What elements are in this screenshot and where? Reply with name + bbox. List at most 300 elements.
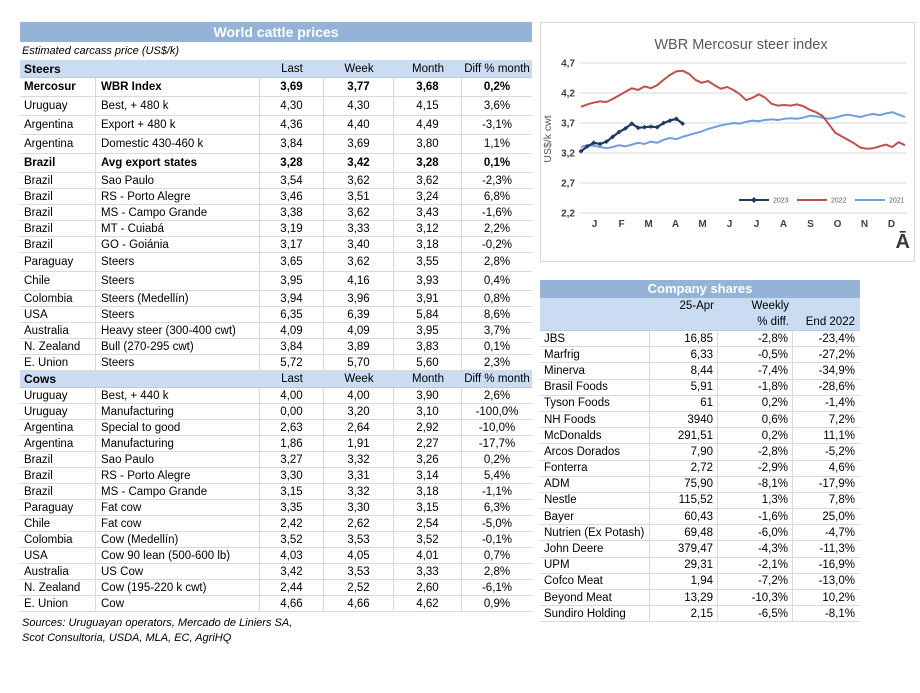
cell-week: 3,53 <box>324 532 394 547</box>
cell-company-name: Arcos Dorados <box>540 444 650 459</box>
cell-week: 3,42 <box>324 154 394 172</box>
y-tick-label: 4,2 <box>561 88 575 100</box>
table-row <box>20 253 532 272</box>
cell-country: Brazil <box>20 468 96 483</box>
cell-week: 3,62 <box>324 205 394 220</box>
cell-country: Brazil <box>20 237 96 252</box>
cell-week: 3,96 <box>324 291 394 306</box>
cell-diff-pct-month: -0,1% <box>481 533 513 546</box>
cell-description: RS - Porto Alegre <box>96 468 260 483</box>
cell-month: 3,55 <box>394 253 462 271</box>
cell-price: 75,90 <box>650 477 718 492</box>
cell-price: 1,94 <box>650 574 718 589</box>
cell-last: 3,84 <box>260 135 324 153</box>
cell-diff-pct-month: 2,2% <box>483 222 511 235</box>
column-header: Week <box>344 62 374 75</box>
column-header: Last <box>281 62 303 75</box>
cell-description: MT - Cuiabá <box>96 221 260 236</box>
cell-weekly-diff: 0,2% <box>718 428 793 443</box>
company-row <box>540 396 860 412</box>
cell-country: Argentina <box>20 135 96 153</box>
cell-diff-pct-month: 1,1% <box>483 138 511 150</box>
cell-week: 4,40 <box>324 116 394 134</box>
cell-country: Argentina <box>20 420 96 435</box>
table-row <box>20 78 532 97</box>
cell-weekly-diff: 0,2% <box>718 396 793 411</box>
cell-diff-pct-month: 2,6% <box>483 389 511 402</box>
cell-month: 3,15 <box>394 500 462 515</box>
section-header-row <box>20 60 532 78</box>
table-row <box>20 135 532 154</box>
table-row <box>20 272 532 291</box>
cell-week: 3,33 <box>324 221 394 236</box>
x-month-label: J <box>726 219 733 230</box>
cell-diff-pct-month: -3,1% <box>481 119 513 131</box>
cell-month: 2,92 <box>394 420 462 435</box>
cell-weekly-diff: -10,3% <box>718 590 793 605</box>
cell-month: 3,43 <box>394 205 462 220</box>
table-row <box>20 580 532 596</box>
cell-end-2022: -17,9% <box>818 478 855 491</box>
cell-weekly-diff: -7,4% <box>718 363 793 378</box>
cell-week: 3,51 <box>324 189 394 204</box>
cell-month: 3,10 <box>394 404 462 419</box>
cell-end-2022: -11,3% <box>819 543 855 556</box>
cell-week: 3,40 <box>324 237 394 252</box>
cell-price: 2,72 <box>650 461 718 476</box>
company-row <box>540 331 860 347</box>
cell-description: Fat cow <box>96 516 260 531</box>
cell-month: 3,68 <box>394 78 462 96</box>
cell-company-name: JBS <box>540 331 650 346</box>
cell-diff-pct-month: -10,0% <box>478 421 516 434</box>
x-month-label: A <box>671 219 680 230</box>
cell-week: 4,00 <box>324 388 394 403</box>
legend-label-2021: 2021 <box>889 197 905 205</box>
cell-diff-pct-month: 0,2% <box>483 453 511 466</box>
cell-month: 3,83 <box>394 339 462 354</box>
cell-country: Brazil <box>20 205 96 220</box>
x-month-label: O <box>833 219 842 230</box>
cell-weekly-diff: -0,5% <box>718 347 793 362</box>
table-row <box>20 468 532 484</box>
cell-diff-pct-month: 0,7% <box>483 549 511 562</box>
cell-last: 3,95 <box>260 272 324 290</box>
data-point-marker <box>648 124 653 129</box>
column-header: Diff % month <box>464 373 530 385</box>
cell-company-name: Sundiro Holding <box>540 606 650 621</box>
cell-week: 4,05 <box>324 548 394 563</box>
cell-week: 4,09 <box>324 323 394 338</box>
cell-description: Bull (270-295 cwt) <box>96 339 260 354</box>
cell-country: Chile <box>20 516 96 531</box>
cell-month: 2,54 <box>394 516 462 531</box>
company-row <box>540 590 860 606</box>
cell-end-2022: -5,2% <box>824 445 855 458</box>
series-line-2021 <box>581 112 905 148</box>
cell-diff-pct-month: 0,1% <box>483 157 511 169</box>
cell-price: 69,48 <box>650 525 718 540</box>
cell-last: 3,27 <box>260 452 324 467</box>
y-axis-label: US$/k cwt <box>542 115 554 163</box>
cell-last: 4,09 <box>260 323 324 338</box>
column-header: Month <box>412 62 444 75</box>
cell-last: 4,00 <box>260 388 324 403</box>
cell-description: Steers <box>96 272 260 290</box>
cell-month: 3,62 <box>394 173 462 188</box>
table-row <box>20 532 532 548</box>
table-row <box>20 548 532 564</box>
cell-price: 5,91 <box>650 380 718 395</box>
cell-week: 3,53 <box>324 564 394 579</box>
cell-month: 3,33 <box>394 564 462 579</box>
data-point-marker <box>751 197 757 203</box>
section-header-row <box>20 371 532 388</box>
cell-diff-pct-month: 0,9% <box>483 597 511 610</box>
cell-description: Manufacturing <box>96 404 260 419</box>
company-row <box>540 525 860 541</box>
cell-price: 61 <box>650 396 718 411</box>
company-shares-table <box>540 280 860 622</box>
cell-description: Manufacturing <box>96 436 260 451</box>
cell-country: Brazil <box>20 221 96 236</box>
cell-last: 2,44 <box>260 580 324 595</box>
cell-company-name: Nutrien (Ex Potash) <box>540 525 650 540</box>
cell-month: 3,18 <box>394 484 462 499</box>
cell-price: 29,31 <box>650 558 718 573</box>
cell-weekly-diff: -2,8% <box>718 444 793 459</box>
cell-company-name: Fonterra <box>540 461 650 476</box>
cell-company-name: UPM <box>540 558 650 573</box>
cell-weekly-diff: -6,0% <box>718 525 793 540</box>
cell-price: 2,15 <box>650 606 718 621</box>
cell-country: Paraguay <box>20 253 96 271</box>
cell-week: 5,70 <box>324 355 394 370</box>
cell-diff-pct-month: 5,4% <box>483 469 511 482</box>
cell-country: Brazil <box>20 189 96 204</box>
cell-country: Argentina <box>20 116 96 134</box>
cell-week: 3,32 <box>324 484 394 499</box>
data-point-marker <box>642 125 647 130</box>
table-row <box>20 307 532 323</box>
cell-last: 2,63 <box>260 420 324 435</box>
cell-country: Australia <box>20 323 96 338</box>
cell-country: Uruguay <box>20 388 96 403</box>
cell-month: 3,90 <box>394 388 462 403</box>
cell-month: 3,14 <box>394 468 462 483</box>
cell-country: E. Union <box>20 355 96 370</box>
column-header-date: 25-Apr <box>679 300 714 312</box>
cell-country: Chile <box>20 272 96 290</box>
table-row <box>20 355 532 371</box>
series-line-2022 <box>581 71 905 149</box>
table-row <box>20 205 532 221</box>
cell-company-name: John Deere <box>540 541 650 556</box>
cell-description: Fat cow <box>96 500 260 515</box>
table-row <box>20 339 532 355</box>
cell-last: 3,35 <box>260 500 324 515</box>
company-row <box>540 412 860 428</box>
cell-week: 4,66 <box>324 596 394 611</box>
cell-week: 6,39 <box>324 307 394 322</box>
cell-country: Brazil <box>20 173 96 188</box>
cell-month: 2,60 <box>394 580 462 595</box>
table-row <box>20 97 532 116</box>
cell-description: MS - Campo Grande <box>96 484 260 499</box>
cell-price: 8,44 <box>650 363 718 378</box>
world-cattle-prices-title: World cattle prices <box>20 22 532 42</box>
cell-country: Australia <box>20 564 96 579</box>
cell-end-2022: -4,7% <box>824 526 855 539</box>
cell-description: Steers (Medellín) <box>96 291 260 306</box>
cell-end-2022: -8,1% <box>824 607 855 620</box>
column-header: Week <box>344 373 374 385</box>
cell-last: 3,69 <box>260 78 324 96</box>
table-row <box>20 404 532 420</box>
column-header: Last <box>281 373 303 385</box>
cell-month: 3,91 <box>394 291 462 306</box>
cell-diff-pct-month: 0,2% <box>483 81 511 93</box>
table-row <box>20 291 532 307</box>
cell-description: RS - Porto Alegre <box>96 189 260 204</box>
table-row <box>20 484 532 500</box>
company-row <box>540 558 860 574</box>
column-header-pct-diff: % diff. <box>757 316 789 328</box>
company-row <box>540 347 860 363</box>
x-month-label: F <box>618 219 625 230</box>
cell-description: MS - Campo Grande <box>96 205 260 220</box>
cell-price: 291,51 <box>650 428 718 443</box>
cell-last: 3,52 <box>260 532 324 547</box>
company-row <box>540 574 860 590</box>
cell-month: 3,95 <box>394 323 462 338</box>
cell-week: 3,62 <box>324 253 394 271</box>
cell-diff-pct-month: 2,8% <box>483 256 511 268</box>
cell-weekly-diff: 0,6% <box>718 412 793 427</box>
cell-weekly-diff: -1,6% <box>718 509 793 524</box>
company-row <box>540 606 860 622</box>
company-shares-rows <box>540 331 860 622</box>
cell-week: 3,69 <box>324 135 394 153</box>
cell-month: 4,49 <box>394 116 462 134</box>
cell-last: 4,30 <box>260 97 324 115</box>
table-row <box>20 388 532 404</box>
legend-label-2022: 2022 <box>831 197 847 205</box>
cell-company-name: McDonalds <box>540 428 650 443</box>
x-month-label: J <box>591 219 598 230</box>
cell-month: 2,27 <box>394 436 462 451</box>
cell-end-2022: -34,9% <box>818 364 855 377</box>
cell-month: 3,93 <box>394 272 462 290</box>
cell-price: 13,29 <box>650 590 718 605</box>
cell-diff-pct-month: -1,6% <box>481 206 513 219</box>
cell-diff-pct-month: 0,8% <box>483 292 511 305</box>
cell-description: Domestic 430-460 k <box>96 135 260 153</box>
column-header-weekly: Weekly <box>751 300 789 312</box>
table-row <box>20 116 532 135</box>
cell-price: 7,90 <box>650 444 718 459</box>
cell-company-name: Minerva <box>540 363 650 378</box>
cell-end-2022: 11,1% <box>823 429 855 442</box>
column-header: Diff % month <box>464 62 530 75</box>
x-month-label: M <box>698 219 707 230</box>
company-row <box>540 428 860 444</box>
cell-country: Brazil <box>20 452 96 467</box>
cell-diff-pct-month: 2,3% <box>483 356 511 369</box>
cell-country: E. Union <box>20 596 96 611</box>
cell-description: US Cow <box>96 564 260 579</box>
cell-last: 3,15 <box>260 484 324 499</box>
cell-diff-pct-month: 6,8% <box>483 190 511 203</box>
cell-last: 0,00 <box>260 404 324 419</box>
table-row <box>20 189 532 205</box>
company-row <box>540 444 860 460</box>
cell-week: 3,89 <box>324 339 394 354</box>
cell-end-2022: -16,9% <box>818 559 855 572</box>
cell-end-2022: -1,4% <box>824 397 855 410</box>
cell-country: N. Zealand <box>20 580 96 595</box>
cell-diff-pct-month: 8,6% <box>483 308 511 321</box>
steers-table <box>20 60 532 371</box>
table-row <box>20 500 532 516</box>
cell-country: Colombia <box>20 532 96 547</box>
cell-end-2022: 7,8% <box>828 494 855 507</box>
cell-country: N. Zealand <box>20 339 96 354</box>
cell-month: 3,26 <box>394 452 462 467</box>
cell-weekly-diff: -8,1% <box>718 477 793 492</box>
company-row <box>540 541 860 557</box>
cell-last: 2,42 <box>260 516 324 531</box>
cell-month: 3,52 <box>394 532 462 547</box>
cell-description: Steers <box>96 355 260 370</box>
cell-last: 3,46 <box>260 189 324 204</box>
column-header: Month <box>412 373 444 385</box>
cell-last: 3,94 <box>260 291 324 306</box>
cell-description: Export + 480 k <box>96 116 260 134</box>
cell-last: 4,36 <box>260 116 324 134</box>
cell-last: 3,28 <box>260 154 324 172</box>
cell-diff-pct-month: 3,6% <box>483 100 511 112</box>
cell-week: 4,16 <box>324 272 394 290</box>
cell-month: 4,62 <box>394 596 462 611</box>
cattle-price-tables <box>20 60 532 612</box>
cell-price: 6,33 <box>650 347 718 362</box>
cell-description: Cow 90 lean (500-600 lb) <box>96 548 260 563</box>
cell-company-name: Cofco Meat <box>540 574 650 589</box>
cell-diff-pct-month: -17,7% <box>478 437 516 450</box>
table-row <box>20 516 532 532</box>
table-row <box>20 323 532 339</box>
cell-week: 4,30 <box>324 97 394 115</box>
cell-end-2022: 7,2% <box>828 413 855 426</box>
section-label: Cows <box>24 372 57 386</box>
y-tick-label: 3,7 <box>561 118 575 130</box>
x-month-label: M <box>644 219 653 230</box>
cell-price: 3940 <box>650 412 718 427</box>
cell-end-2022: 10,2% <box>822 591 855 604</box>
cell-company-name: Brasil Foods <box>540 380 650 395</box>
cell-month: 3,24 <box>394 189 462 204</box>
cell-last: 6,35 <box>260 307 324 322</box>
cell-diff-pct-month: -1,1% <box>481 485 513 498</box>
cell-weekly-diff: 1,3% <box>718 493 793 508</box>
cell-description: Sao Paulo <box>96 452 260 467</box>
y-tick-label: 4,7 <box>561 58 575 70</box>
column-header-end-2022: End 2022 <box>805 316 855 328</box>
cell-description: Best, + 440 k <box>96 388 260 403</box>
cell-company-name: Marfrig <box>540 347 650 362</box>
cell-last: 3,54 <box>260 173 324 188</box>
cell-price: 60,43 <box>650 509 718 524</box>
cell-description: GO - Goiánia <box>96 237 260 252</box>
sources-line-1: Sources: Uruguayan operators, Mercado de Liniers SA, <box>22 617 293 629</box>
cell-weekly-diff: -4,3% <box>718 541 793 556</box>
cell-end-2022: 4,6% <box>828 462 855 475</box>
cell-country: Uruguay <box>20 97 96 115</box>
cell-week: 1,91 <box>324 436 394 451</box>
cell-weekly-diff: -6,5% <box>718 606 793 621</box>
company-shares-title: Company shares <box>540 280 860 298</box>
cell-company-name: Beyond Meat <box>540 590 650 605</box>
cell-description: Heavy steer (300-400 cwt) <box>96 323 260 338</box>
company-row <box>540 509 860 525</box>
table-row <box>20 420 532 436</box>
cell-weekly-diff: -7,2% <box>718 574 793 589</box>
cell-weekly-diff: -2,1% <box>718 558 793 573</box>
cell-week: 2,52 <box>324 580 394 595</box>
cell-diff-pct-month: -2,3% <box>481 174 513 187</box>
cell-country: Colombia <box>20 291 96 306</box>
company-row <box>540 461 860 477</box>
cell-month: 3,80 <box>394 135 462 153</box>
cell-description: Steers <box>96 307 260 322</box>
company-row <box>540 493 860 509</box>
cell-weekly-diff: -2,8% <box>718 331 793 346</box>
cell-week: 3,20 <box>324 404 394 419</box>
cell-last: 3,17 <box>260 237 324 252</box>
cell-end-2022: -27,2% <box>818 348 855 361</box>
cell-last: 3,42 <box>260 564 324 579</box>
cell-country: Brazil <box>20 484 96 499</box>
x-month-label: S <box>807 219 814 230</box>
cell-month: 5,60 <box>394 355 462 370</box>
x-month-label: J <box>753 219 760 230</box>
cell-end-2022: -13,0% <box>818 575 855 588</box>
cell-last: 3,30 <box>260 468 324 483</box>
cell-country: USA <box>20 548 96 563</box>
cell-price: 379,47 <box>650 541 718 556</box>
table-row <box>20 237 532 253</box>
table-row <box>20 564 532 580</box>
y-tick-label: 3,2 <box>561 148 575 160</box>
cell-description: Avg export states <box>96 154 260 172</box>
y-tick-label: 2,2 <box>561 208 575 220</box>
cell-description: Special to good <box>96 420 260 435</box>
cell-last: 3,84 <box>260 339 324 354</box>
cell-diff-pct-month: -100,0% <box>475 405 519 418</box>
line-chart <box>541 23 914 261</box>
table-row <box>20 452 532 468</box>
cell-last: 4,03 <box>260 548 324 563</box>
cell-week: 3,77 <box>324 78 394 96</box>
cell-last: 3,19 <box>260 221 324 236</box>
chart-annotation-glyph: Ā <box>895 231 910 253</box>
wbr-mercosur-steer-index-chart <box>540 22 915 262</box>
company-row <box>540 380 860 396</box>
cell-diff-pct-month: -5,0% <box>481 517 513 530</box>
cell-month: 4,01 <box>394 548 462 563</box>
cell-description: Cow (195-220 k cwt) <box>96 580 260 595</box>
